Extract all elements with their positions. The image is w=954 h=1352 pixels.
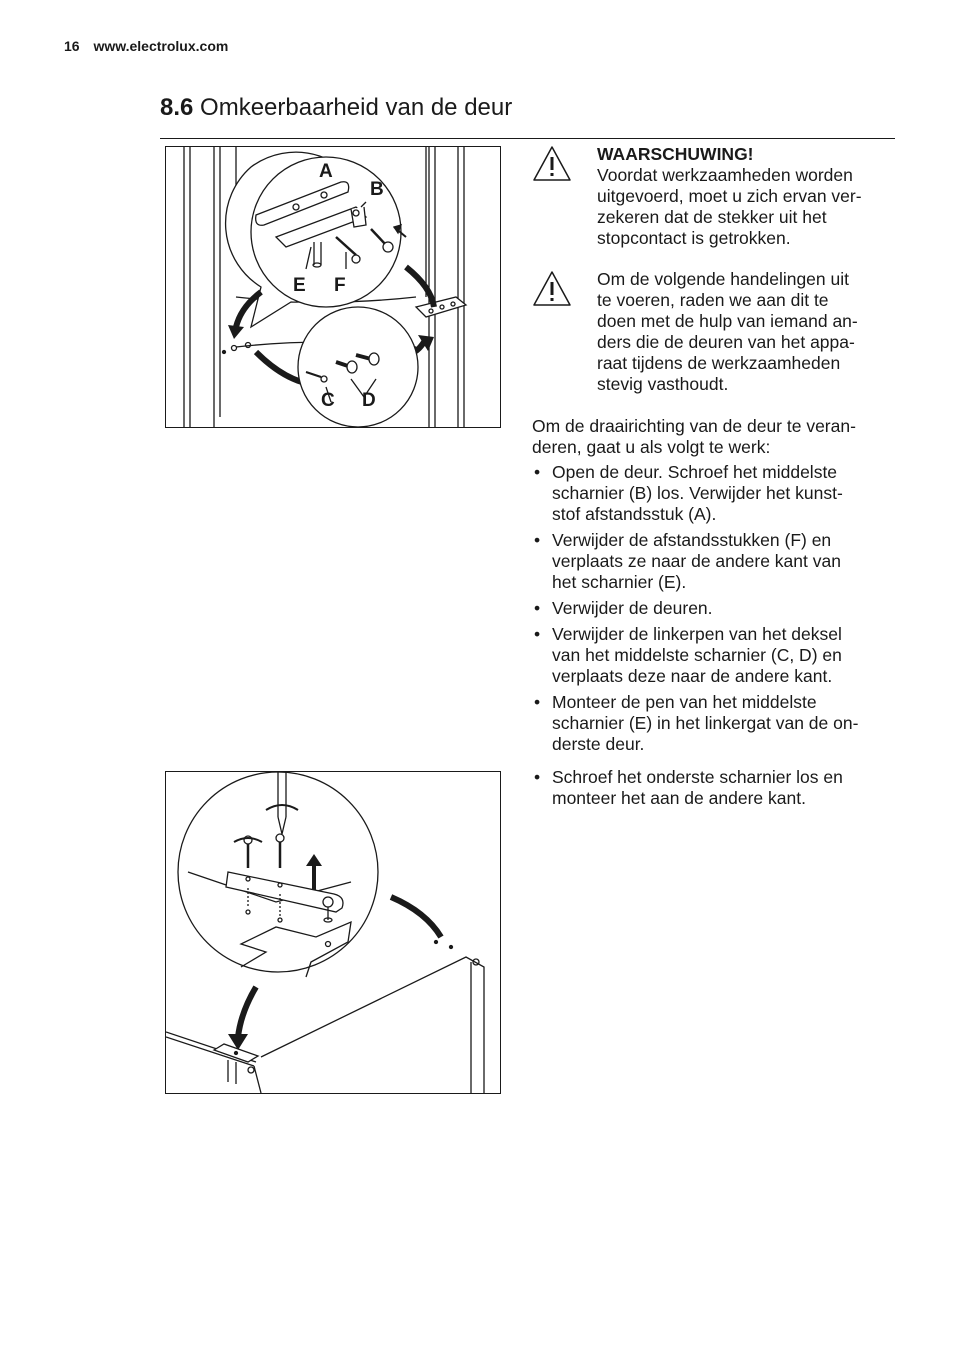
list-item — [532, 462, 892, 525]
warning-line: zekeren dat de stekker uit het — [597, 207, 827, 227]
label-a: A — [319, 161, 333, 182]
step-line: • Monteer de pen van het middelste — [552, 692, 817, 712]
step-line: • Verwijder de afstandsstukken (F) en — [552, 530, 832, 550]
intro-line: deren, gaat u als volgt te werk: — [532, 437, 771, 457]
label-b: B — [370, 179, 384, 200]
steps-list-continued — [532, 767, 892, 814]
warning-title: WAARSCHUWING! — [597, 144, 754, 164]
caution-line: te voeren, raden we aan dit te — [597, 290, 829, 310]
list-item — [532, 767, 892, 809]
section-title-text: Omkeerbaarheid van de deur — [200, 94, 513, 121]
step-line: het scharnier (E). — [552, 572, 687, 592]
step-line: • Schroef het onderste scharnier los en — [552, 767, 843, 787]
page-header — [64, 38, 228, 54]
caution-line: ders die de deuren van het appa- — [597, 332, 855, 352]
section-title — [160, 94, 512, 122]
warning-line: uitgevoerd, moet u zich ervan ver- — [597, 186, 862, 206]
list-item — [532, 598, 892, 619]
label-c: C — [321, 390, 335, 411]
step-line: • Open de deur. Schroef het middelste — [552, 462, 838, 482]
step-line: derste deur. — [552, 734, 645, 754]
caution-text — [597, 269, 892, 395]
intro-paragraph — [532, 416, 892, 458]
warning-triangle-icon — [532, 269, 572, 309]
warning-line: Voordat werkzaamheden worden — [597, 165, 853, 185]
label-f: F — [334, 275, 346, 296]
steps-list — [532, 462, 892, 760]
middle-hinge-illustration — [165, 146, 501, 428]
website-link[interactable]: www.electrolux.com — [93, 38, 229, 54]
step-line: scharnier (B) los. Verwijder het kunst- — [552, 483, 843, 503]
step-line: verplaats ze naar de andere kant van — [552, 551, 841, 571]
step-line: scharnier (E) in het linkergat van de on- — [552, 713, 859, 733]
list-item — [532, 530, 892, 593]
list-item — [532, 624, 892, 687]
section-divider — [160, 138, 895, 139]
step-line: monteer het aan de andere kant. — [552, 788, 806, 808]
section-number: 8.6 — [160, 94, 194, 121]
page-number: 16 — [64, 38, 80, 54]
step-line: • Verwijder de deuren. — [552, 598, 713, 618]
step-line: van het middelste scharnier (C, D) en — [552, 645, 842, 665]
step-line: verplaats deze naar de andere kant. — [552, 666, 833, 686]
list-item — [532, 692, 892, 755]
bottom-hinge-illustration — [165, 771, 501, 1094]
caution-line: stevig vasthoudt. — [597, 374, 729, 394]
caution-line: Om de volgende handelingen uit — [597, 269, 849, 289]
caution-line: raat tijdens de werkzaamheden — [597, 353, 841, 373]
label-e: E — [293, 275, 306, 296]
step-line: stof afstandsstuk (A). — [552, 504, 717, 524]
warning-line: stopcontact is getrokken. — [597, 228, 791, 248]
step-line: • Verwijder de linkerpen van het deksel — [552, 624, 842, 644]
caution-line: doen met de hulp van iemand an- — [597, 311, 858, 331]
label-d: D — [362, 390, 376, 411]
intro-line: Om de draairichting van de deur te veran- — [532, 416, 856, 436]
warning-triangle-icon — [532, 144, 572, 184]
warning-text — [597, 144, 892, 249]
